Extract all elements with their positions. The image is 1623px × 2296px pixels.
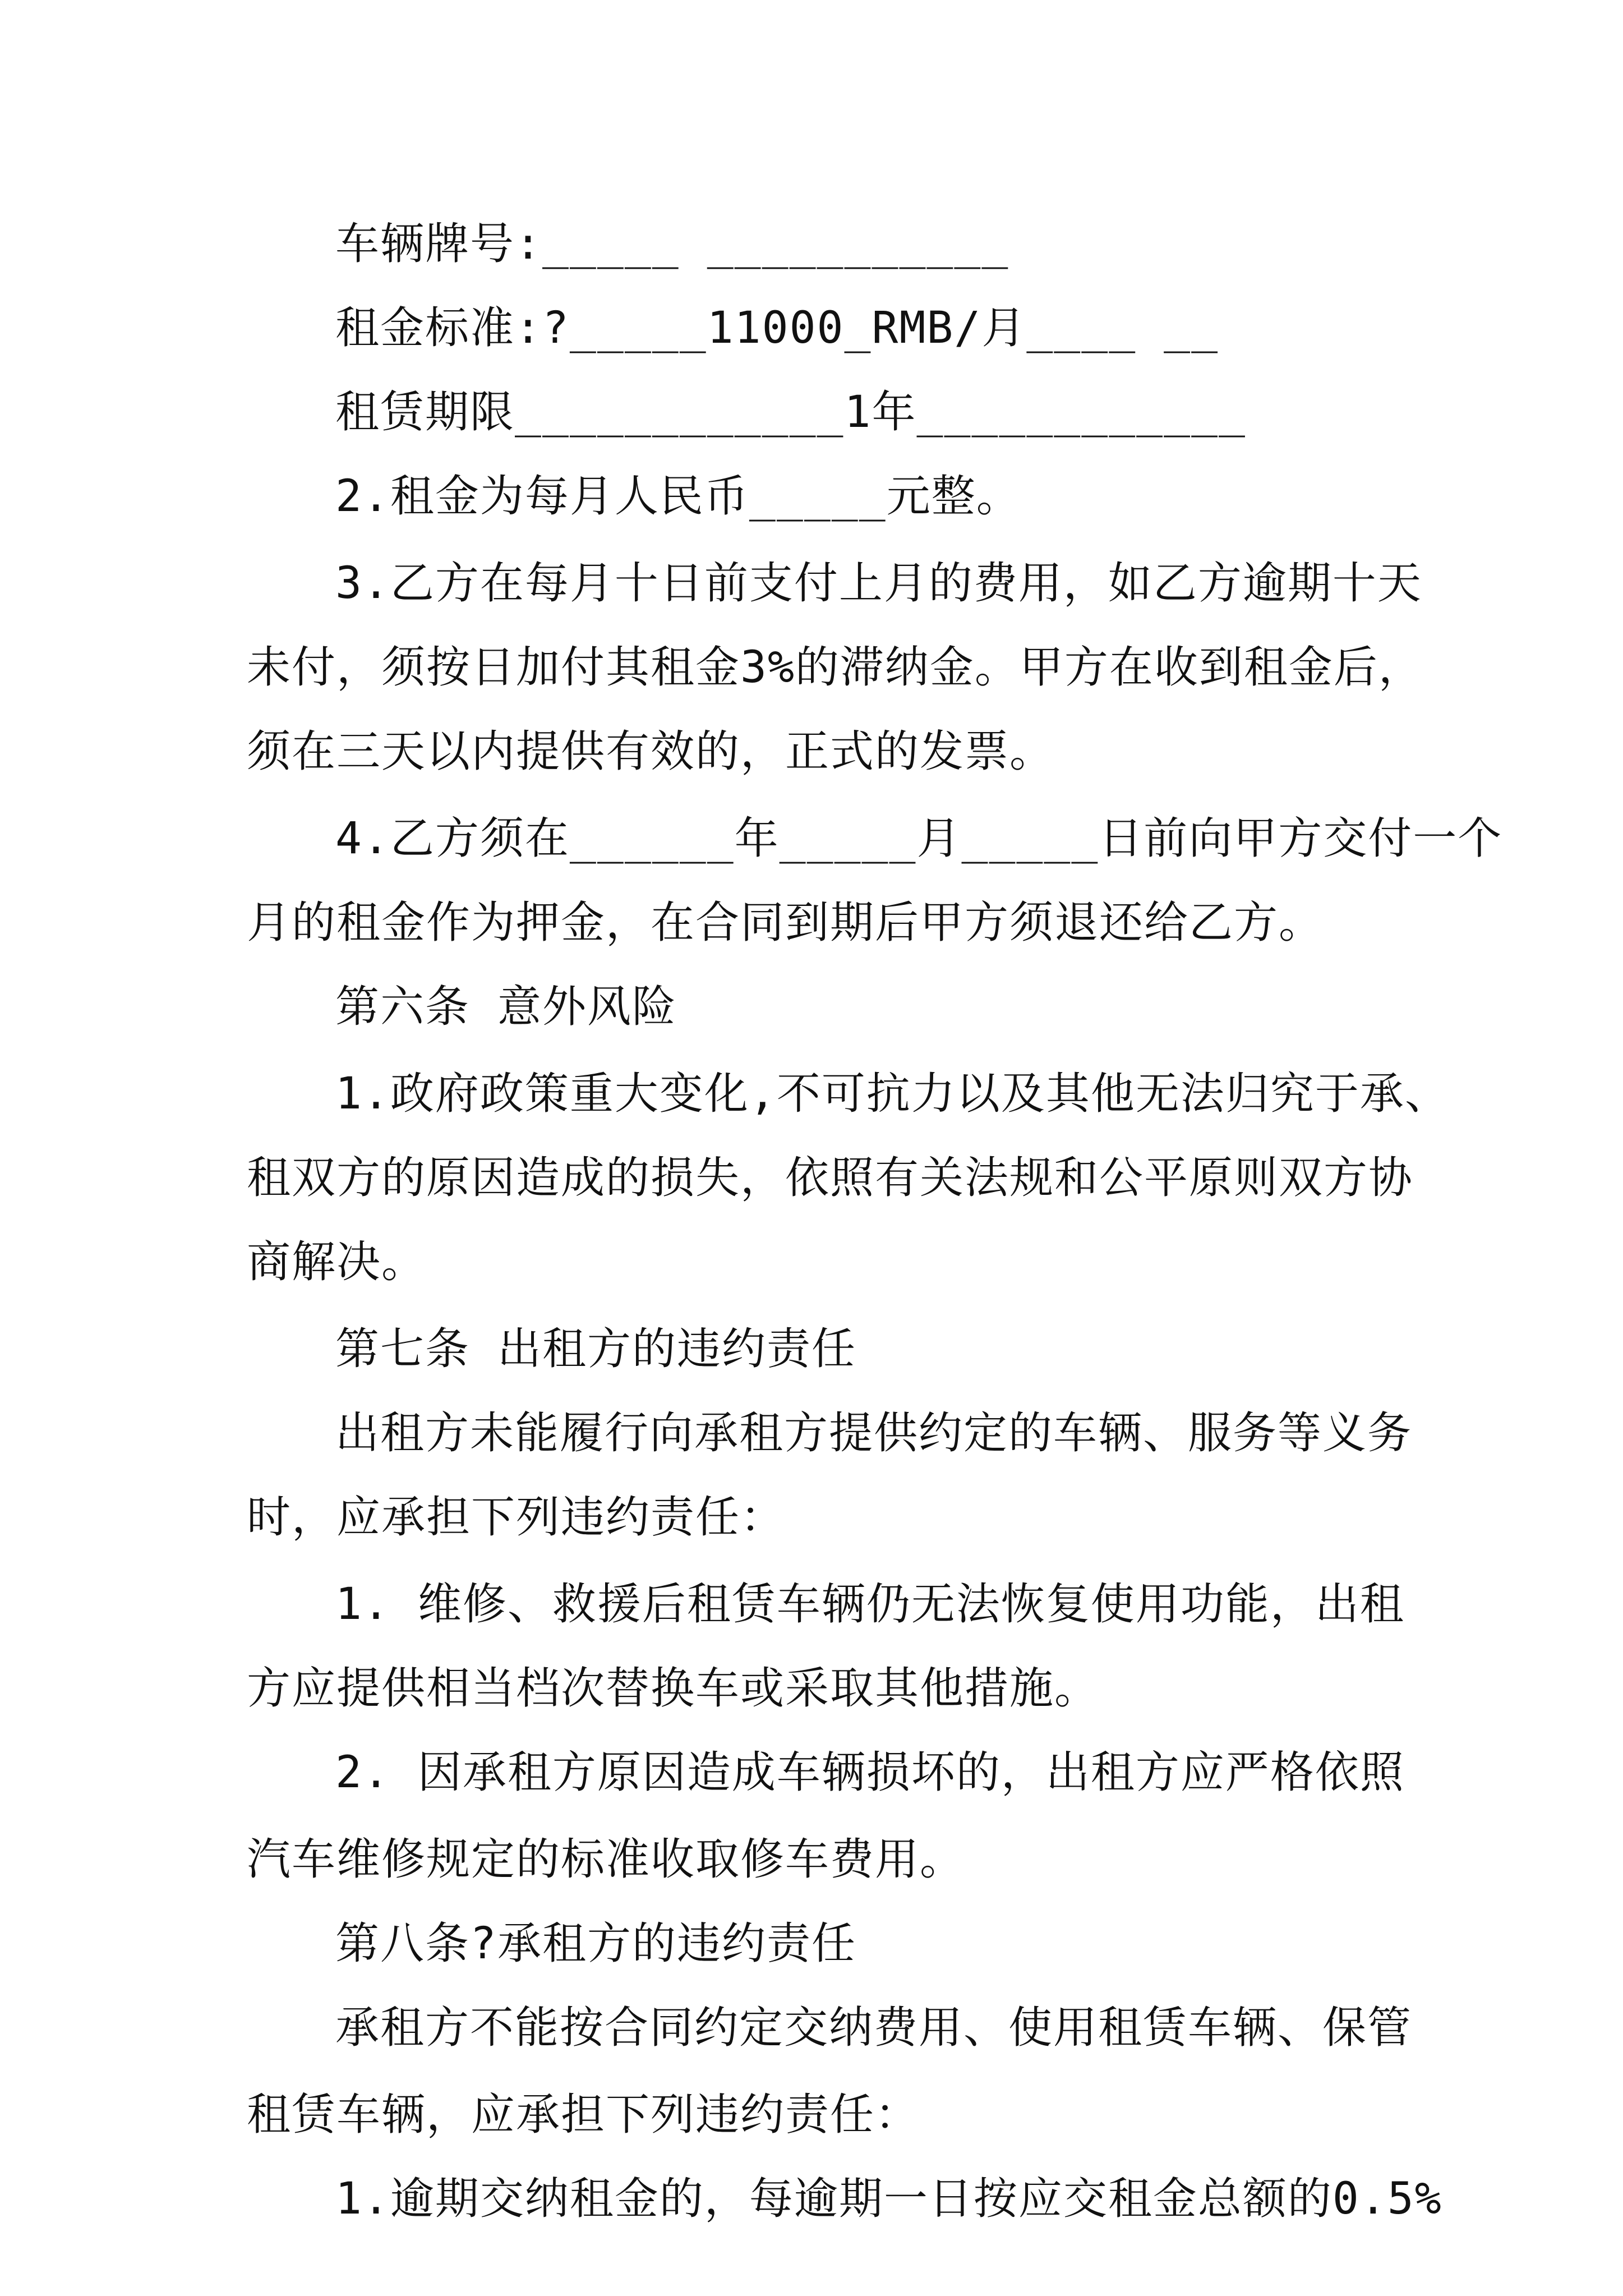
text-line: 车辆牌号:_____ ___________ bbox=[335, 219, 1009, 269]
text-line: 时，应承担下列违约责任： bbox=[247, 1492, 786, 1543]
text-line: 2. 因承租方原因造成车辆损坏的，出租方应严格依照 bbox=[335, 1747, 1405, 1798]
text-line: 出租方未能履行向承租方提供约定的车辆、服务等义务 bbox=[335, 1408, 1413, 1458]
text-line: 方应提供相当档次替换车或采取其他措施。 bbox=[247, 1663, 1100, 1714]
section-heading: 第七条 出租方的违约责任 bbox=[335, 1324, 856, 1374]
text-line: 租双方的原因造成的损失，依照有关法规和公平原则双方协 bbox=[247, 1153, 1414, 1203]
text-line: 未付，须按日加付其租金3%的滞纳金。甲方在收到租金后， bbox=[247, 642, 1423, 693]
text-line: 汽车维修规定的标准收取修车费用。 bbox=[247, 1834, 965, 1885]
text-line: 1.政府政策重大变化,不可抗力以及其他无法归究于承、 bbox=[335, 1069, 1450, 1119]
text-line: 4.乙方须在______年_____月_____日前向甲方交付一个 bbox=[335, 813, 1503, 864]
section-heading: 第六条 意外风险 bbox=[335, 982, 677, 1032]
text-line: 租金标准:?_____11000_RMB/月____ __ bbox=[335, 303, 1219, 353]
text-line: 月的租金作为押金，在合同到期后甲方须退还给乙方。 bbox=[247, 898, 1324, 948]
section-heading: 第八条?承租方的违约责任 bbox=[335, 1918, 856, 1969]
text-line: 租赁期限____________1年____________ bbox=[335, 387, 1246, 438]
text-line: 1.逾期交纳租金的，每逾期一日按应交租金总额的0.5% bbox=[335, 2174, 1442, 2224]
text-line: 承租方不能按合同约定交纳费用、使用租赁车辆、保管 bbox=[335, 2003, 1413, 2053]
text-line: 2.租金为每月人民币_____元整。 bbox=[335, 471, 1021, 522]
text-line: 3.乙方在每月十日前支付上月的费用，如乙方逾期十天 bbox=[335, 558, 1422, 609]
text-line: 1. 维修、救援后租赁车辆仍无法恢复使用功能，出租 bbox=[335, 1579, 1405, 1630]
text-line: 商解决。 bbox=[247, 1237, 427, 1287]
text-line: 须在三天以内提供有效的，正式的发票。 bbox=[247, 726, 1055, 777]
text-line: 租赁车辆，应承担下列违约责任： bbox=[247, 2090, 920, 2140]
